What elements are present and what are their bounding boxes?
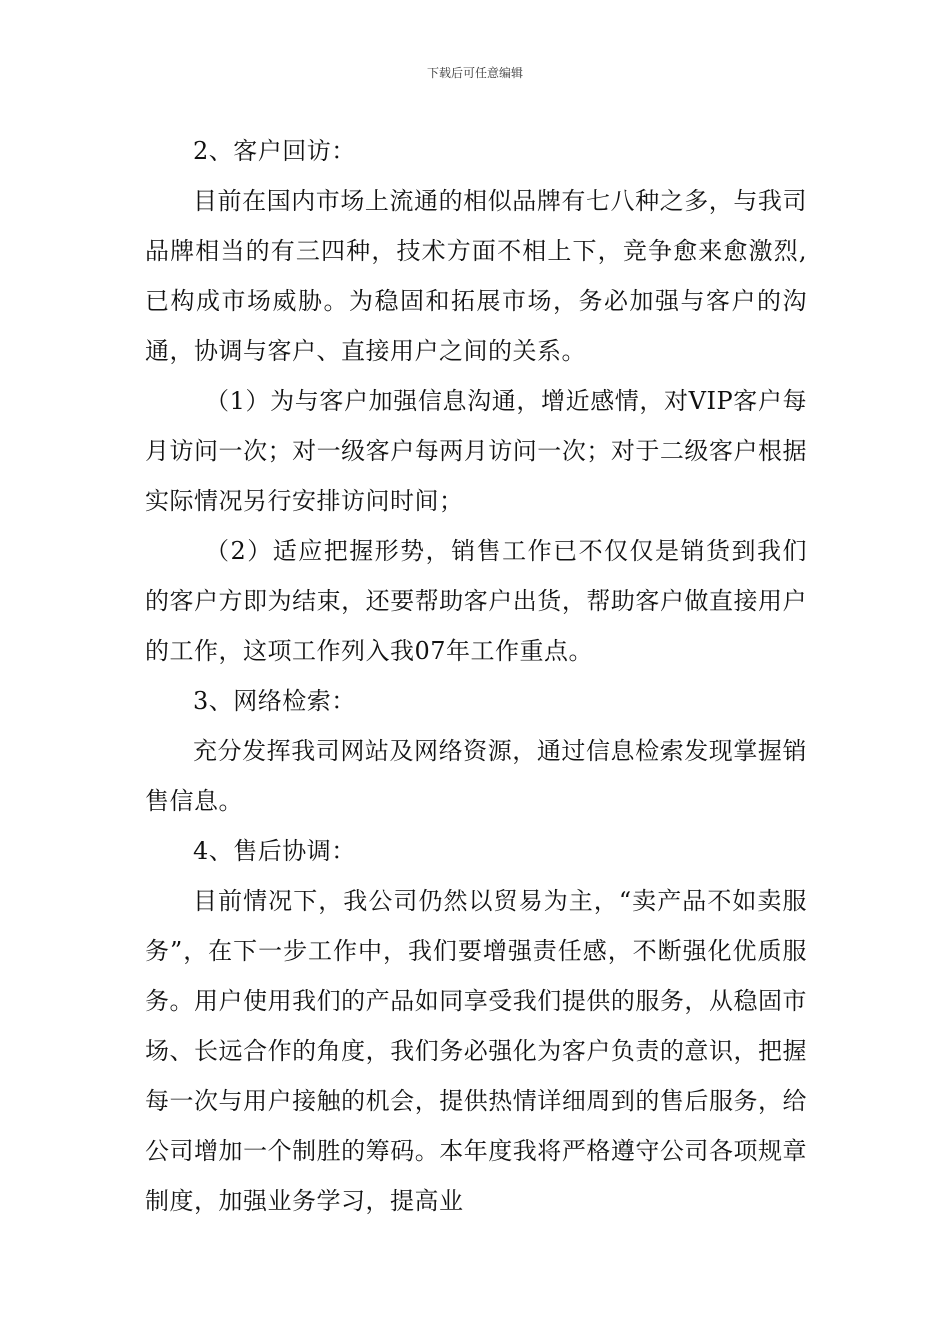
- paragraph-market-competition: 目前在国内市场上流通的相似品牌有七八种之多，与我司品牌相当的有三四种，技术方面不相上下，竞争愈来愈激烈,已构成市场威胁。为稳固和拓展市场，务必加强与客户的沟通，协调与客户、直接用户之间的关系。: [145, 187, 807, 365]
- paragraph-after-sales-service: 目前情况下，我公司仍然以贸易为主，“卖产品不如卖服务”，在下一步工作中，我们要增强责任感，不断强化优质服务。用户使用我们的产品如同享受我们提供的服务，从稳固市场、长远合作的角度，我们务必强化为客户负责的意识，把握每一次与用户接触的机会，提供热情详细周到的售后服务，给公司增加一个制胜的筹码。本年度我将严格遵守公司各项规章制度，加强业务学习，提高业: [145, 887, 807, 1215]
- document-body: [145, 126, 807, 1226]
- section-heading-network-search: 3、网络检索：: [193, 687, 356, 715]
- list-item-visit-frequency: （1）为与客户加强信息沟通，增近感情，对VIP客户每月访问一次；对一级客户每两月访问一次；对于二级客户根据实际情况另行安排访问时间；: [145, 387, 807, 515]
- section-heading-customer-visit: 2、客户回访：: [193, 137, 356, 165]
- section-heading-after-sales: 4、售后协调：: [193, 837, 356, 865]
- paragraph-network-resources: 充分发挥我司网站及网络资源，通过信息检索发现掌握销售信息。: [145, 737, 807, 815]
- list-item-sales-extension: （2）适应把握形势，销售工作已不仅仅是销货到我们的客户方即为结束，还要帮助客户出货，帮助客户做直接用户的工作，这项工作列入我07年工作重点。: [145, 537, 807, 665]
- page-header: 下载后可任意编辑: [426, 66, 523, 80]
